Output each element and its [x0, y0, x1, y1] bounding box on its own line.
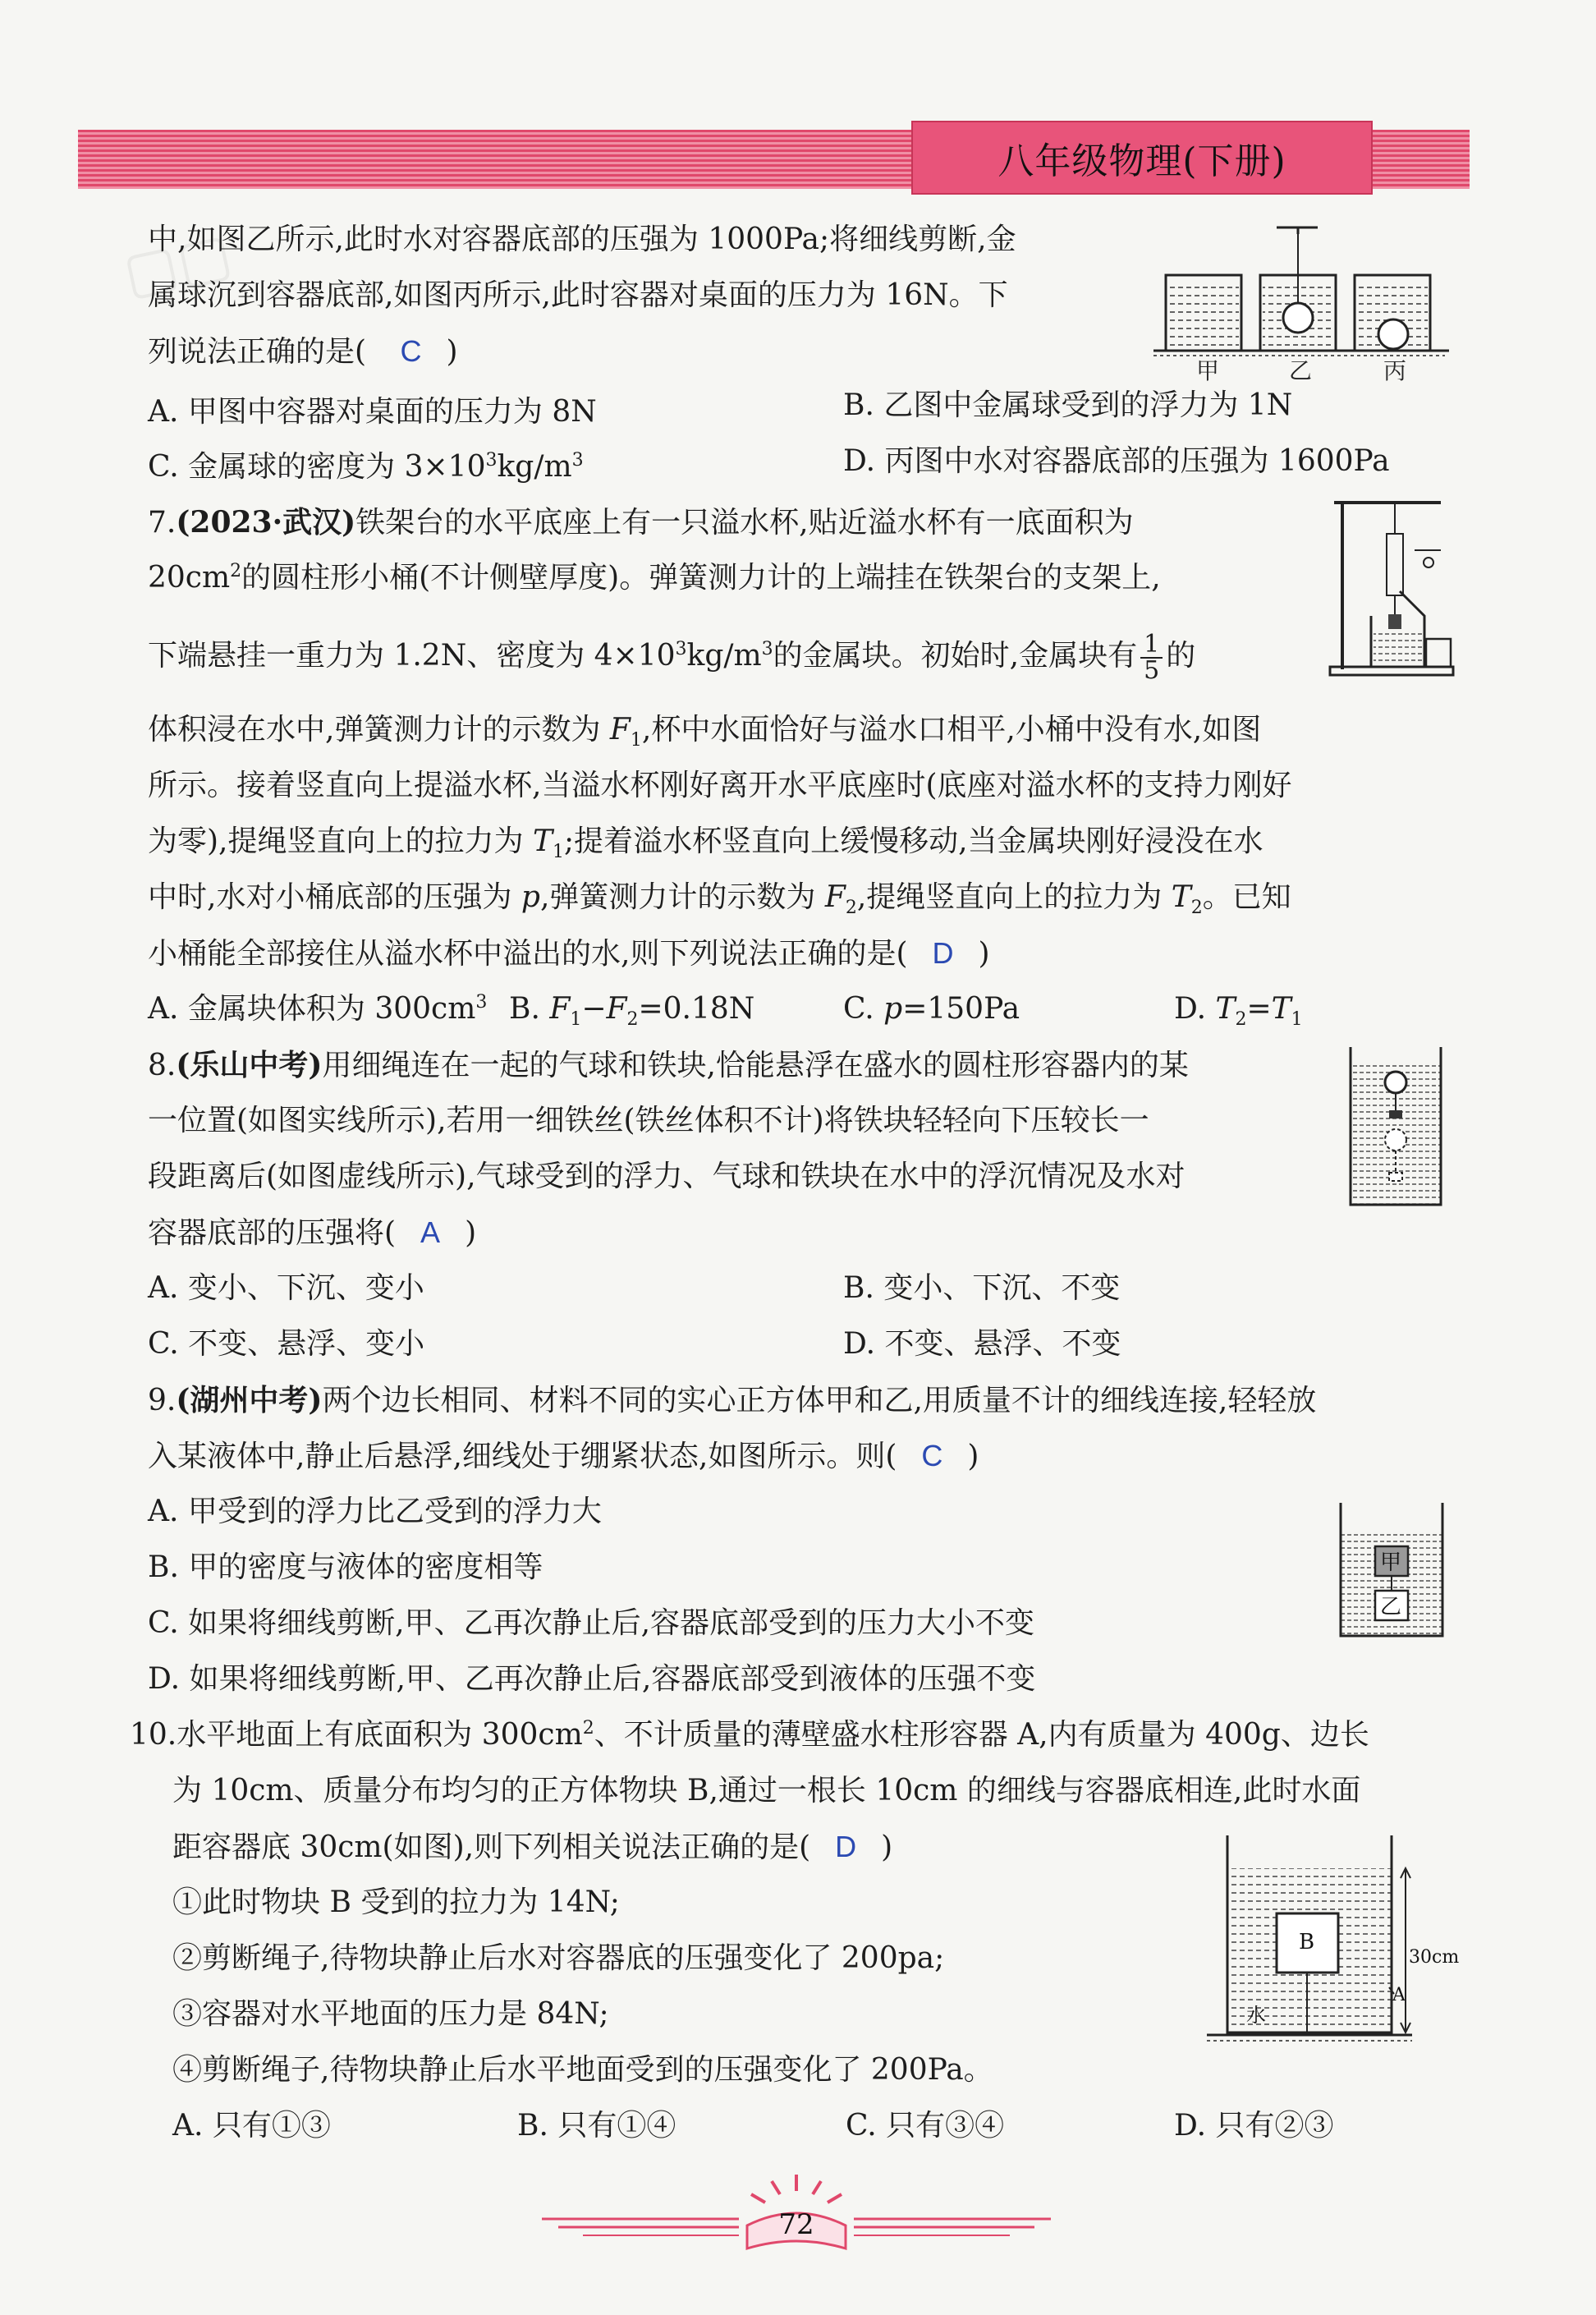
watermark: ▢▢: [117, 219, 238, 308]
q6-stem-end: 列说法正确的是(: [148, 335, 367, 369]
q10-statement-4: ④剪断绳子,待物块静止后水平地面受到的压强变化了 200Pa。: [172, 2053, 993, 2087]
q8-option-a: A. 变小、下沉、变小: [148, 1271, 424, 1305]
q8-option-c: C. 不变、悬浮、变小: [148, 1327, 425, 1361]
q7-line-2: $20cm^2$的圆柱形小桶(不计侧壁厚度)。弹簧测力计的上端挂在铁架台的支架上,: [148, 561, 1161, 595]
q7-line-4: 体积浸在水中,弹簧测力计的示数为 $F_1$,杯中水面恰好与溢水口相平,小桶中没有水,如图: [148, 713, 1262, 751]
page-number-ornament: [534, 2168, 1059, 2258]
q6-answer: C: [400, 334, 422, 368]
q6-close: ): [446, 335, 458, 369]
q9-option-b: B. 甲的密度与液体的密度相等: [148, 1550, 543, 1584]
q6-option-c: C. 金属球的密度为 $3\times 10^3kg/m^3$: [148, 450, 584, 484]
header-title: 八年级物理(下册): [911, 121, 1373, 195]
q7-fraction: $\frac{1}{5}$: [1140, 632, 1163, 683]
q10-figure: [1199, 1831, 1461, 2053]
q10-statement-3: ③容器对水平地面的压力是 84N;: [172, 1997, 609, 2031]
q6-option-d: D. 丙图中水对容器底部的压强为 1600Pa: [843, 444, 1390, 478]
q7-line-6: 为零),提绳竖直向上的拉力为 $T_1$;提着溢水杯竖直向上缓慢移动,当金属块刚好浸没在水: [148, 824, 1264, 863]
q8-line-1: 8.(乐山中考)用细绳连在一起的气球和铁块,恰能悬浮在盛水的圆柱形容器内的某: [148, 1048, 1189, 1082]
q10-line-1: 10.水平地面上有底面积为 $300cm^2$、不计质量的薄壁盛水柱形容器 A,内有质量为 400g、边长: [130, 1718, 1369, 1752]
q6-fig-label-yi: 乙: [1289, 357, 1313, 382]
q7-option-b: B. $F_1-F_2=0.18N$: [509, 992, 755, 1031]
q8-figure: [1346, 1043, 1445, 1211]
q7-line-5: 所示。接着竖直向上提溢水杯,当溢水杯刚好离开水平底座时(底座对溢水杯的支持力刚好: [148, 769, 1292, 802]
q9-line-1: 9.(湖州中考)两个边长相同、材料不同的实心正方体甲和乙,用质量不计的细线连接,轻轻放: [148, 1383, 1317, 1417]
q6-line-3: [148, 332, 458, 372]
q7-answer: D: [932, 936, 954, 970]
q7-line-7: 中时,水对小桶底部的压强为 p,弹簧测力计的示数为 $F_2$,提绳竖直向上的拉力为 $T_2$。已知: [148, 880, 1291, 919]
q9-fig-label-jia: 甲: [1380, 1550, 1402, 1575]
q10-option-d: D. 只有②③: [1174, 2109, 1334, 2143]
q9-fig-label-yi: 乙: [1380, 1595, 1402, 1619]
q6-figure: [1153, 218, 1449, 382]
q10-fig-height: 30cm: [1409, 1947, 1460, 1968]
q8-line-4: 容器底部的压强将( A ): [148, 1215, 477, 1250]
q7-line-3: 下端悬挂一重力为 1.2N、密度为 $4\times 10^3kg/m^3$的金属块。初始时,金属块有 $\frac{1}{5}$ 的: [148, 630, 1196, 685]
q10-statement-1: ①此时物块 B 受到的拉力为 14N;: [172, 1886, 620, 1919]
q7-option-c: C. p=150Pa: [843, 992, 1020, 1026]
q10-option-c: C. 只有③④: [846, 2109, 1005, 2143]
q6-fig-label-jia: 甲: [1196, 357, 1220, 382]
q9-answer: C: [921, 1439, 943, 1472]
q10-option-a: A. 只有①③: [172, 2109, 331, 2143]
q6-option-b: B. 乙图中金属球受到的浮力为 1N: [843, 388, 1293, 422]
q8-answer: A: [420, 1215, 441, 1249]
page-number: 72: [778, 2208, 814, 2241]
q9-option-d: D. 如果将细线剪断,甲、乙再次静止后,容器底部受到液体的压强不变: [148, 1662, 1036, 1696]
q8-option-b: B. 变小、下沉、不变: [843, 1271, 1121, 1305]
q9-figure: [1334, 1499, 1449, 1642]
q10-statement-2: ②剪断绳子,待物块静止后水对容器底的压强变化了 200pa;: [172, 1941, 945, 1975]
q9-line-2: 入某液体中,静止后悬浮,细线处于绷紧状态,如图所示。则( C ): [148, 1439, 979, 1473]
q6-line-1: 中,如图乙所示,此时水对容器底部的压强为 1000Pa;将细线剪断,金: [148, 223, 1016, 256]
q10-answer: D: [835, 1830, 857, 1863]
q7-line-8: 小桶能全部接住从溢水杯中溢出的水,则下列说法正确的是( D ): [148, 936, 990, 971]
q6-fig-label-bing: 丙: [1383, 357, 1407, 382]
q9-option-a: A. 甲受到的浮力比乙受到的浮力大: [148, 1495, 602, 1528]
q7-line-1: 7.(2023·武汉)铁架台的水平底座上有一只溢水杯,贴近溢水杯有一底面积为: [148, 505, 1134, 540]
q7-option-d: D. $T_2=T_1$: [1174, 992, 1303, 1031]
q9-option-c: C. 如果将细线剪断,甲、乙再次静止后,容器底部受到的压力大小不变: [148, 1606, 1035, 1640]
q10-line-3: 距容器底 30cm(如图),则下列相关说法正确的是( D ): [172, 1830, 893, 1864]
q7-option-a: A. 金属块体积为 $300cm^3$: [148, 992, 488, 1026]
q10-fig-label-water: 水: [1246, 2004, 1266, 2027]
q6-option-a: A. 甲图中容器对桌面的压力为 8N: [148, 395, 597, 429]
q8-line-2: 一位置(如图实线所示),若用一细铁丝(铁丝体积不计)将铁块轻轻向下压较长一: [148, 1104, 1149, 1137]
q10-option-b: B. 只有①④: [517, 2109, 676, 2143]
q10-fig-label-b: B: [1299, 1930, 1315, 1954]
q7-number: 7.: [148, 506, 177, 540]
q8-option-d: D. 不变、悬浮、不变: [843, 1327, 1121, 1361]
q8-line-3: 段距离后(如图虚线所示),气球受到的浮力、气球和铁块在水中的浮沉情况及水对: [148, 1160, 1186, 1193]
q6-line-2: 属球沉到容器底部,如图丙所示,此时容器对桌面的压力为 16N。下: [148, 278, 1008, 312]
q10-fig-label-a: A: [1392, 1985, 1406, 2005]
q10-line-2: 为 10cm、质量分布均匀的正方体物块 B,通过一根长 10cm 的细线与容器底相连,此时水面: [172, 1774, 1361, 1807]
q8-source: (乐山中考): [176, 1048, 323, 1082]
q7-figure: [1326, 493, 1461, 682]
q7-source: (2023·武汉): [176, 505, 356, 540]
q9-source: (湖州中考): [176, 1383, 323, 1417]
